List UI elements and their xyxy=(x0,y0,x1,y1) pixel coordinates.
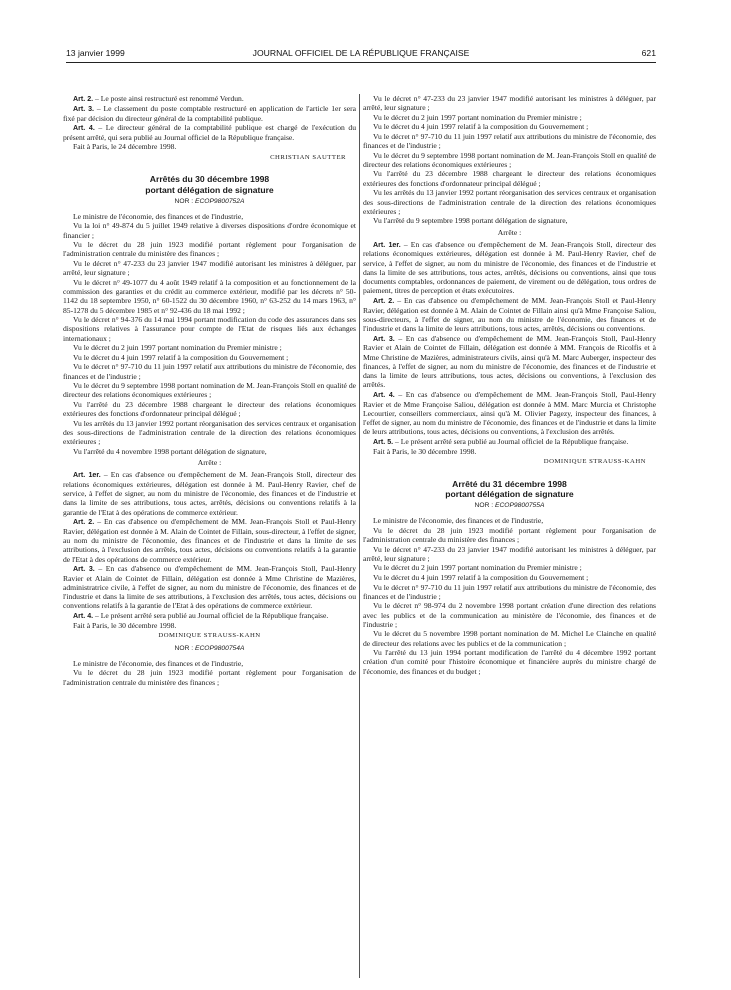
article-text: – Le présent arrêté sera publié au Journal officiel de la République française. xyxy=(393,436,629,446)
body-paragraph: Vu le décret n° 47-233 du 23 janvier 1947 modifié autorisant les ministres à déléguer, par arrêté, leur signature ; xyxy=(363,94,656,113)
article-text: – Le présent arrêté sera publié au Journal officiel de la République française. xyxy=(93,611,329,621)
nor-code: ECOP9800755A xyxy=(494,502,545,510)
article-paragraph xyxy=(63,470,356,517)
section-title xyxy=(63,174,356,195)
article-text: – En cas d'absence ou d'empêchement de MM. Jean-François Stoll, Paul-Henry Ravier et Alain de Cointet de Fillain, délégation est donnée à MM. François de Ricolfis et à Mme Christine de Mazières, administrateurs civils, ainsi qu'à M. Marc Auberger, inspecteur des finances, à l'effet de signer, au nom du ministre de l'économie, des finances et de l'industrie et dans la limite de leurs attributions, tous actes, décisions ou conventions, à l'exclusion des arrêtés. xyxy=(363,333,656,390)
body-paragraph: Vu le décret du 5 novembre 1998 portant nomination de M. Michel Le Clainche en qualité de directeur des relations avec les publics et de la communication ; xyxy=(363,629,656,648)
body-paragraph: Vu l'arrêté du 23 décembre 1988 chargeant le directeur des relations économiques extérieures des fonctions d'ordonnateur principal délégué ; xyxy=(63,399,356,419)
body-paragraph: Vu le décret du 28 juin 1923 modifié portant règlement pour l'organisation de l'administration centrale du ministère des finances ; xyxy=(63,668,356,687)
article-text: – En cas d'absence ou d'empêchement de M. Jean-François Stoll, directeur des relations économiques extérieures, délégation est donnée à M. Paul-Henry Ravier, chef de service, à l'effet de signer, au nom du ministre de l'économie, des finances et de l'industrie et dans la limite de ses attributions, tous actes, arrêtés, décisions ou conventions, ainsi que tous documents comptables, ordonnances de paiement, de virement ou de délégation, tous ordres de paiement, titres de perception et états exécutoires. xyxy=(363,239,656,296)
body-paragraph: Vu le décret du 28 juin 1923 modifié portant règlement pour l'organisation de l'administration centrale du ministère des finances ; xyxy=(63,240,356,259)
header-rule xyxy=(66,62,656,63)
body-paragraph: Fait à Paris, le 24 décembre 1998. xyxy=(73,142,177,152)
body-paragraph: Vu le décret n° 49-1077 du 4 août 1949 relatif à la composition et au fonctionnement de la commission des garanties et du crédit au commerce extérieur, modifié par les décrets n° 50-1142 du 18 septembre 1950, n° 60-1522 du 30 décembre 1960, n° 63-252 du 14 mars 1963, n° 85-1278 du 5 décembre 1985 et n° 92-436 du 18 mai 1992 ; xyxy=(63,277,356,315)
section-title-line: Arrêté du 31 décembre 1998 xyxy=(452,478,567,489)
signature: DOMINIQUE STRAUSS-KAHN xyxy=(158,632,261,640)
body-paragraph: Vu le décret n° 94-376 du 14 mai 1994 portant modification du code des assurances dans ses dispositions relatives à l'assurance pour compte de l'Etat de risques liés aux échanges internationaux ; xyxy=(63,315,356,343)
body-paragraph: Vu l'arrêté du 13 juin 1994 portant modification de l'arrêté du 4 décembre 1992 portant création d'un comité pour l'histoire économique et financière auprès du ministre chargé de l'économie, des finances et du budget ; xyxy=(363,648,656,676)
article-paragraph xyxy=(63,104,356,123)
body-paragraph: Vu le décret du 9 septembre 1998 portant nomination de M. Jean-François Stoll en qualité de directeur des relations économiques extérieures ; xyxy=(363,150,656,169)
body-paragraph: Vu l'arrêté du 4 novembre 1998 portant délégation de signature, xyxy=(73,446,267,456)
article-text: – Le classement du poste comptable restructuré en application de l'article 1er sera fixé par décision du directeur général de la comptabilité publique. xyxy=(63,103,356,123)
body-paragraph: Vu le décret du 4 juin 1997 relatif à la composition du Gouvernement ; xyxy=(373,573,589,583)
nor-reference xyxy=(63,645,356,652)
section-title xyxy=(363,479,656,500)
article-label: Art. 2. xyxy=(73,518,95,527)
nor-reference xyxy=(363,502,656,509)
article-label: Art. 2. xyxy=(73,95,94,103)
article-paragraph xyxy=(63,564,356,611)
article-paragraph xyxy=(63,611,356,621)
section-title-line: portant délégation de signature xyxy=(445,489,574,500)
article-text: – Le poste ainsi restructuré est renommé Verdun. xyxy=(93,94,244,103)
article-label: Art. 3. xyxy=(73,104,95,113)
article-paragraph xyxy=(363,437,656,447)
body-paragraph: Vu le décret du 2 juin 1997 portant nomination du Premier ministre ; xyxy=(73,343,282,353)
body-paragraph: Vu le décret du 4 juin 1997 relatif à la composition du Gouvernement ; xyxy=(373,122,589,132)
nor-label: NOR : xyxy=(474,502,495,510)
body-paragraph: Vu la loi n° 49-874 du 5 juillet 1949 relative à diverses dispositions d'ordre économique et financier ; xyxy=(63,221,356,240)
article-text: – En cas d'absence ou d'empêchement de MM. Jean-François Stoll et Paul-Henry Ravier, délégation est donnée à M. Alain de Cointet de Fillain ainsi qu'à Mme Françoise Saliou, sous-directeurs, à l'effet de signer, au nom du ministre de l'économie, des finances et de l'industrie et dans la limite de leurs attributions, tous actes, arrêtés, décisions ou conventions. xyxy=(363,296,656,334)
article-text: – En cas d'absence ou d'empêchement de M. Jean-François Stoll, directeur des relations économiques extérieures, délégation est donnée à M. Paul-Henry Ravier, chef de service, à l'effet de signer, au nom du ministre de l'économie, des finances et de l'industrie et dans la limite de ses attributions, tous actes, arrêtés, décisions ou conventions relatifs à la garantie de l'Etat à des opérations de commerce extérieur. xyxy=(63,470,356,517)
article-label: Art. 4. xyxy=(73,124,95,133)
nor-reference xyxy=(63,198,356,205)
article-label: Art. 2. xyxy=(373,297,395,306)
body-paragraph: Vu le décret n° 47-233 du 23 janvier 1947 modifié autorisant les ministres à déléguer, par arrêté, leur signature ; xyxy=(363,544,656,563)
body-paragraph: Vu le décret du 4 juin 1997 relatif à la composition du Gouvernement ; xyxy=(73,352,289,362)
body-paragraph: Vu le décret n° 97-710 du 11 juin 1997 relatif aux attributions du ministre de l'économie, des finances et de l'industrie ; xyxy=(363,582,656,601)
article-label: Art. 3. xyxy=(373,334,395,343)
article-paragraph xyxy=(63,94,356,104)
article-text: – Le directeur général de la comptabilité publique est chargé de l'exécution du présent arrêté, qui sera publié au Journal officiel de la République française. xyxy=(63,123,356,142)
nor-label: NOR : xyxy=(174,197,195,205)
article-text: – En cas d'absence ou d'empêchement de MM. Jean-François Stoll et Paul-Henry Ravier, délégation est donnée à M. Alain de Cointet de Fillain, sous-directeur, à l'effet de signer, au nom du ministre de l'économie, des finances et de l'industrie et dans la limite de ses attributions, à l'exclusion des arrêtés, tous actes, décisions ou conventions relatifs à la garantie de l'Etat à des opérations de commerce extérieur. xyxy=(63,517,356,564)
body-paragraph: Vu le décret n° 47-233 du 23 janvier 1947 modifié autorisant les ministres à déléguer, par arrêté, leur signature ; xyxy=(63,259,356,278)
body-paragraph: Fait à Paris, le 30 décembre 1998. xyxy=(373,446,477,456)
nor-code: ECOP9800752A xyxy=(194,197,245,205)
signature: DOMINIQUE STRAUSS-KAHN xyxy=(543,458,646,466)
page-number: 621 xyxy=(641,48,656,58)
body-paragraph: Vu le décret du 9 septembre 1998 portant nomination de M. Jean-François Stoll en qualité de directeur des relations économiques extérieures ; xyxy=(63,381,356,400)
body-paragraph: Vu l'arrêté du 9 septembre 1998 portant délégation de signature, xyxy=(373,216,568,226)
section-title-line: Arrêtés du 30 décembre 1998 xyxy=(149,174,270,185)
section-title-line: portant délégation de signature xyxy=(145,184,274,195)
nor-code: ECOP9800754A xyxy=(194,644,245,652)
article-paragraph xyxy=(63,123,356,142)
right-column xyxy=(363,94,656,979)
signature: CHRISTIAN SAUTTER xyxy=(270,153,346,161)
article-paragraph xyxy=(363,334,656,390)
column-separator xyxy=(359,94,360,978)
body-paragraph: Vu le décret du 2 juin 1997 portant nomination du Premier ministre ; xyxy=(373,563,582,573)
header-date: 13 janvier 1999 xyxy=(66,48,125,58)
nor-label: NOR : xyxy=(174,644,195,652)
article-text: – En cas d'absence ou d'empêchement de MM. Jean-François Stoll, Paul-Henry Ravier et Alain de Cointet de Fillain, délégation est donnée à Mme Christine de Mazières, administratrice civile, à l'effet de signer, au nom du ministre de l'économie, des finances et de l'industrie et dans la limite de ses attributions, à l'exclusion des arrêtés, tous actes, décisions ou conventions relatifs à la garantie de l'Etat à des opérations de commerce extérieur. xyxy=(63,564,356,611)
article-paragraph xyxy=(63,517,356,564)
body-paragraph: Vu le décret n° 97-710 du 11 juin 1997 relatif aux attributions du ministre de l'économie, des finances et de l'industrie ; xyxy=(63,362,356,381)
body-paragraph: Fait à Paris, le 30 décembre 1998. xyxy=(73,620,177,630)
body-paragraph: Le ministre de l'économie, des finances et de l'industrie, xyxy=(373,516,544,526)
body-paragraph: Le ministre de l'économie, des finances et de l'industrie, xyxy=(73,658,244,668)
arrete-heading: Arrête : xyxy=(497,227,522,237)
arrete-heading: Arrête : xyxy=(197,457,222,467)
body-paragraph: Le ministre de l'économie, des finances et de l'industrie, xyxy=(73,211,244,221)
article-label: Art. 1er. xyxy=(73,471,101,480)
body-paragraph: Vu l'arrêté du 23 décembre 1988 chargeant le directeur des relations économiques extérieures des fonctions d'ordonnateur principal délégué ; xyxy=(363,169,656,188)
article-paragraph xyxy=(363,390,656,437)
header-title: JOURNAL OFFICIEL DE LA RÉPUBLIQUE FRANÇAISE xyxy=(252,48,470,58)
article-label: Art. 3. xyxy=(73,565,95,574)
article-label: Art. 1er. xyxy=(373,240,401,249)
article-label: Art. 4. xyxy=(73,612,94,621)
body-paragraph: Vu les arrêtés du 13 janvier 1992 portant réorganisation des services centraux et organisation des sous-directions de l'administration centrale de la direction des relations économiques extérieures ; xyxy=(363,188,656,216)
body-paragraph: Vu les arrêtés du 13 janvier 1992 portant réorganisation des services centraux et organisation des sous-directions de l'administration centrale de la direction des relations économiques extérieures ; xyxy=(63,418,356,447)
left-column xyxy=(63,94,356,979)
body-paragraph: Vu le décret n° 98-974 du 2 novembre 1998 portant création d'une direction des relations avec les publics et de la communication au ministère de l'économie, des finances et de l'industrie ; xyxy=(363,601,656,629)
article-label: Art. 4. xyxy=(373,390,395,399)
article-paragraph xyxy=(363,240,656,296)
article-paragraph xyxy=(363,296,656,333)
body-paragraph: Vu le décret du 2 juin 1997 portant nomination du Premier ministre ; xyxy=(373,112,582,122)
body-paragraph: Vu le décret n° 97-710 du 11 juin 1997 relatif aux attributions du ministre de l'économie, des finances et de l'industrie ; xyxy=(363,131,656,151)
body-paragraph: Vu le décret du 28 juin 1923 modifié portant règlement pour l'organisation de l'administration centrale du ministère des finances ; xyxy=(363,525,656,545)
article-text: – En cas d'absence ou d'empêchement de MM. Jean-François Stoll, Paul-Henry Ravier et de Mme Françoise Saliou, délégation est donnée à MM. Marc Murcia et Christophe Lecourtier, conseillers commerciaux, ainsi qu'à M. Olivier Pagezy, inspecteur des finances, à l'effet de signer, au nom du ministre de l'économie, des finances et de l'industrie et dans la limite de leurs attributions, tous actes, décisions ou conventions, à l'exclusion des arrêtés. xyxy=(363,389,656,437)
article-label: Art. 5. xyxy=(373,437,394,446)
